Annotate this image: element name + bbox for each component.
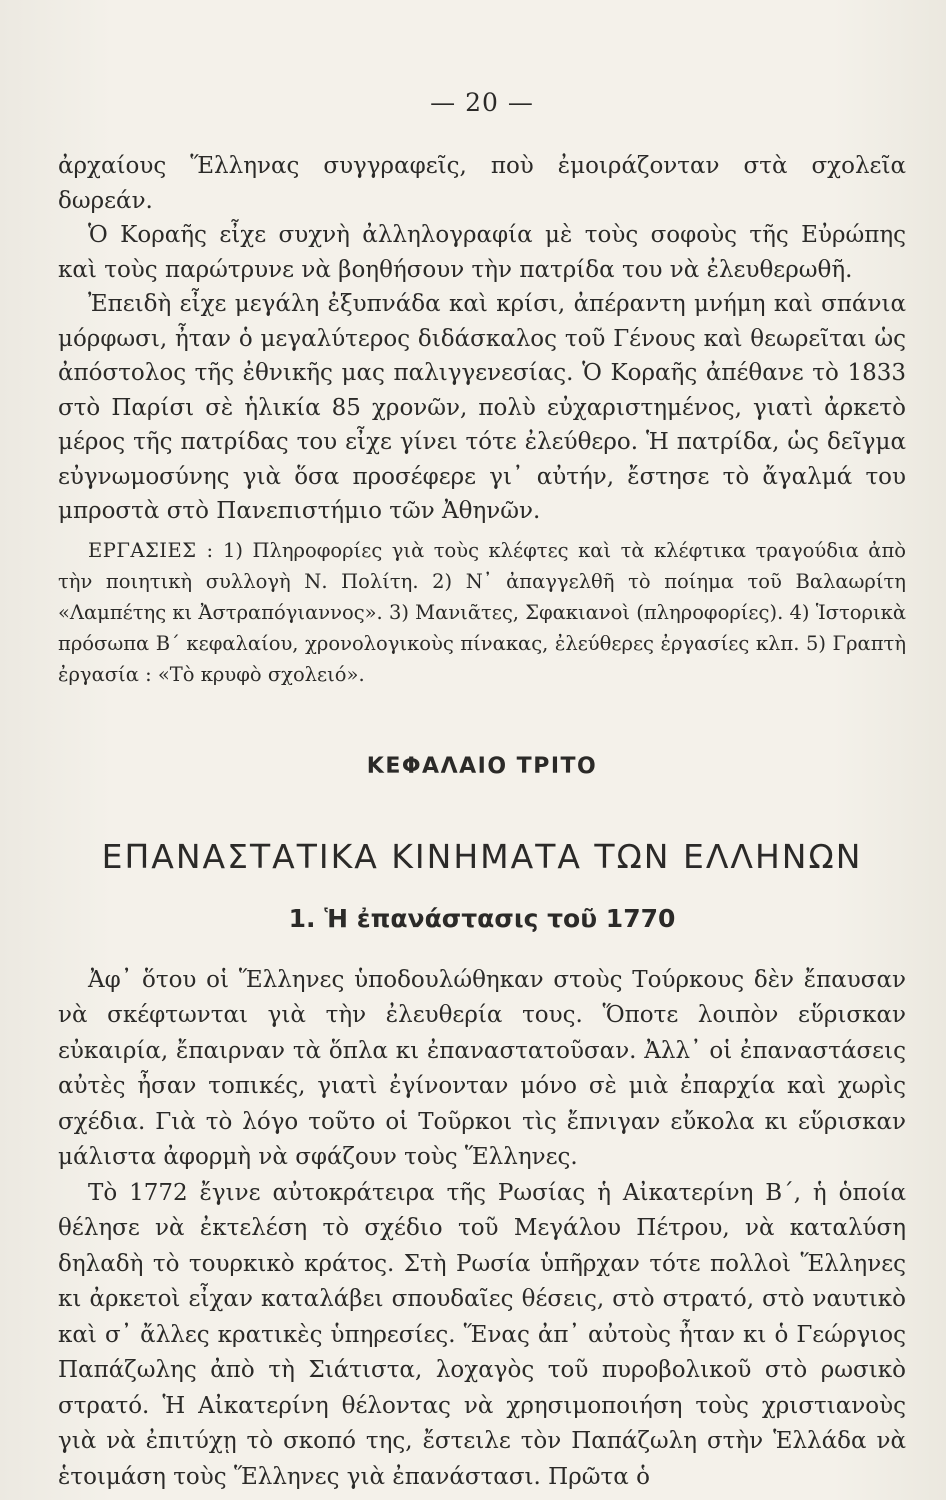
chapter-label: ΚΕΦΑΛΑΙΟ ΤΡΙΤΟ [366,753,598,779]
exercises-text: 1) Πληροφορίες γιὰ τοὺς κλέφτες καὶ τὰ κλέφτικα τραγούδια ἀπὸ τὴν ποιητικὴ συλλογὴ Ν. Πολίτη. 2) Ν᾿ ἀπαγγελθῆ τὸ ποίημα τοῦ Βαλαωρίτη «Λαμπέτης κι Ἀστραπόγιαννος». 3) Μανιᾶτες, Σφακιανοὶ (πληροφορίες). 4) Ἱστορικὰ πρόσωπα Β΄ κεφαλαίου, χρονολογικοὺς πίνακας, ἐλεύθερες ἐργασίες κλπ. 5) Γραπτὴ ἐργασία : «Τὸ κρυφὸ σχολειό». [58,538,906,686]
exercises-paragraph [58,535,906,690]
paragraph-korais-correspondence: Ὁ Κοραῆς εἶχε συχνὴ ἀλληλογραφία μὲ τοὺς σοφοὺς τῆς Εὐρώπης καὶ τοὺς παρώτρυνε νὰ βοηθήσουν τὴν πατρίδα του νὰ ἐλευθερωθῆ. [58,222,906,283]
top-text [58,149,906,529]
page-number: — 20 — [430,88,534,117]
exercises-label: ΕΡΓΑΣΙΕΣ : [88,538,214,562]
chapter-title: ΕΠΑΝΑΣΤΑΤΙΚΑ ΚΙΝΗΜΑΤΑ ΤΩΝ ΕΛΛΗΝΩΝ [101,836,863,876]
paragraph-revolts: Ἀφ᾿ ὅτου οἱ Ἕλληνες ὑποδουλώθηκαν στοὺς Τούρκους δὲν ἔπαυσαν νὰ σκέφτωνται γιὰ τὴν ἐλευθερία τους. Ὅποτε λοιπὸν εὕρισκαν εὐκαιρία, ἔπαιρναν τὰ ὅπλα κι ἐπαναστατοῦσαν. Ἀλλ᾿ οἱ ἐπαναστάσεις αὐτὲς ἦσαν τοπικές, γιατὶ ἐγίνονταν μόνο σὲ μιὰ ἐπαρχία καὶ χωρὶς σχέδια. Γιὰ τὸ λόγο τοῦτο οἱ Τοῦρκοι τὶς ἔπνιγαν εὔκολα κι εὕρισκαν μάλιστα ἀφορμὴ νὰ σφάζουν τοὺς Ἕλληνες. [58,966,906,1170]
paragraph-continuation: ἀρχαίους Ἕλληνας συγγραφεῖς, ποὺ ἐμοιράζονταν στὰ σχολεῖα δωρεάν. [58,153,906,214]
paragraph-catherine: Τὸ 1772 ἔγινε αὐτοκράτειρα τῆς Ρωσίας ἡ Αἰκατερίνη Β΄, ἡ ὁποία θέλησε νὰ ἐκτελέση τὸ σχέδιο τοῦ Μεγάλου Πέτρου, νὰ καταλύση δηλαδὴ τὸ τουρκικὸ κράτος. Στὴ Ρωσία ὑπῆρχαν τότε πολλοὶ Ἕλληνες κι ἀρκετοὶ εἶχαν καταλάβει σπουδαῖες θέσεις, στὸ στρατό, στὸ ναυτικὸ καὶ σ᾿ ἄλλες κρατικὲς ὑπηρεσίες. Ἕνας ἀπ᾿ αὐτοὺς ἦταν κι ὁ Γεώργιος Παπάζωλης ἀπὸ τὴ Σιάτιστα, λοχαγὸς τοῦ πυροβολικοῦ στὸ ρωσικὸ στρατό. Ἡ Αἰκατερίνη θέλοντας νὰ χρησιμοποιήση τοὺς χριστιανοὺς γιὰ νὰ ἐπιτύχῃ τὸ σκοπό της, ἔστειλε τὸν Παπάζωλη στὴν Ἑλλάδα νὰ ἑτοιμάση τοὺς Ἕλληνες γιὰ ἐπανάστασι. Πρῶτα ὁ [58,1179,906,1490]
section-title: 1. Ἡ ἐπανάστασις τοῦ 1770 [288,903,676,933]
section-body [58,963,906,1496]
paragraph-korais-legacy: Ἐπειδὴ εἶχε μεγάλη ἐξυπνάδα καὶ κρίσι, ἀπέραντη μνήμη καὶ σπάνια μόρφωσι, ἦταν ὁ μεγαλύτερος διδάσκαλος τοῦ Γένους καὶ θεωρεῖται ὡς ἀπόστολος τῆς ἐθνικῆς μας παλιγγενεσίας. Ὁ Κοραῆς ἀπέθανε τὸ 1833 στὸ Παρίσι σὲ ἡλικία 85 χρονῶν, πολὺ εὐχαριστημένος, γιατὶ ἀρκετὸ μέρος τῆς πατρίδας του εἶχε γίνει τότε ἐλεύθερο. Ἡ πατρίδα, ὡς δεῖγμα εὐγνωμοσύνης γιὰ ὅσα προσέφερε γι᾿ αὐτήν, ἔστησε τὸ ἄγαλμά του μπροστὰ στὸ Πανεπιστήμιο τῶν Ἀθηνῶν. [58,291,906,524]
exercises-block [58,535,906,690]
